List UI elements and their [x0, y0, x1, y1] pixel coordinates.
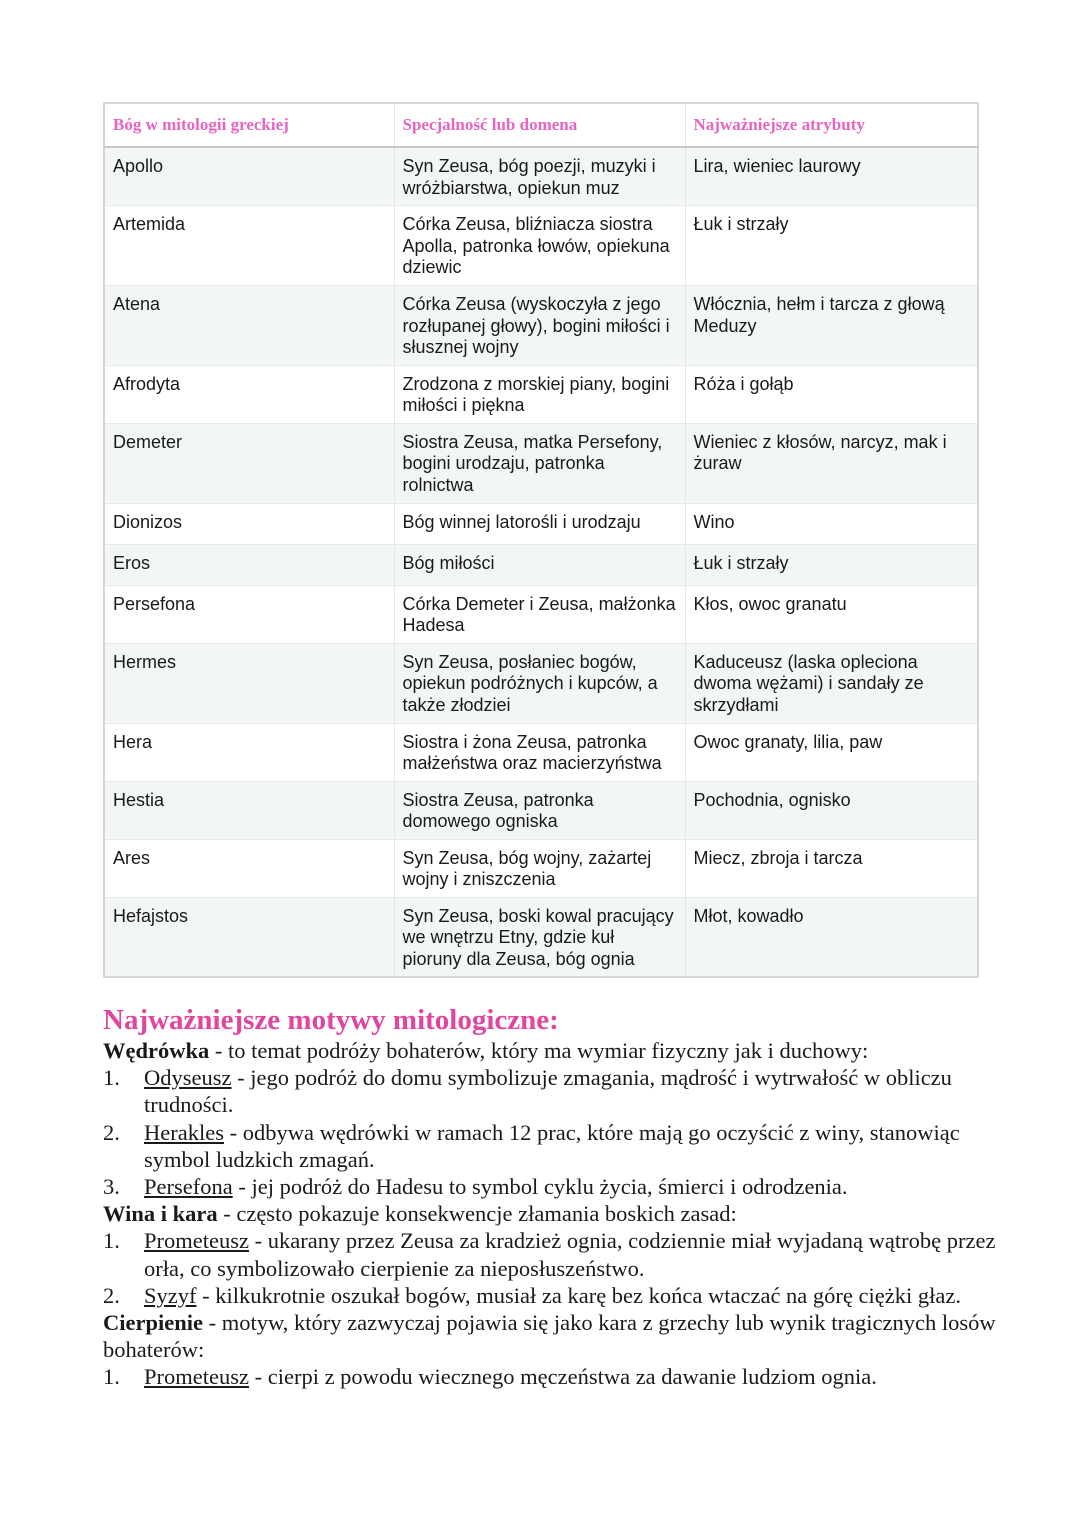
- list-text: [144, 1173, 848, 1200]
- cell-domain: Córka Zeusa (wyskoczyła z jego rozłupanej głowy), bogini miłości i słusznej wojny: [394, 286, 685, 366]
- character-link[interactable]: Prometeusz: [144, 1228, 249, 1254]
- cell-domain: Siostra i żona Zeusa, patronka małżeństwa oraz macierzyństwa: [394, 723, 685, 781]
- table-row: [104, 503, 978, 544]
- motif-wina-i-kara: [103, 1200, 1003, 1227]
- list-text: [144, 1282, 961, 1309]
- list-number: 1.: [103, 1364, 120, 1390]
- motif-wedrowka: [103, 1037, 1003, 1064]
- table-row: [104, 147, 978, 206]
- cell-god: Hera: [104, 723, 394, 781]
- list-item-text: - kilkukrotnie oszukał bogów, musiał za karę bez końca wtaczać na górę ciężki głaz.: [196, 1282, 961, 1308]
- motif-cierpienie: [103, 1309, 1003, 1363]
- list-item-text: - odbywa wędrówki w ramach 12 prac, które mają go oczyścić z winy, stanowiąc symbol ludzkich zmagań.: [144, 1119, 960, 1172]
- cell-attributes: Łuk i strzały: [685, 544, 978, 585]
- list-item: [103, 1363, 1003, 1390]
- cell-god: Hefajstos: [104, 897, 394, 977]
- cell-god: Atena: [104, 286, 394, 366]
- cell-attributes: Włócznia, hełm i tarcza z głową Meduzy: [685, 286, 978, 366]
- cell-god: Demeter: [104, 423, 394, 503]
- gods-table-container: [103, 102, 977, 978]
- list-text: [144, 1227, 1003, 1281]
- cell-god: Eros: [104, 544, 394, 585]
- character-link[interactable]: Herakles: [144, 1119, 224, 1145]
- header-god: Bóg w mitologii greckiej: [104, 103, 394, 147]
- list-item-text: - jego podróż do domu symbolizuje zmagania, mądrość i wytrwałość w obliczu trudności.: [144, 1065, 952, 1118]
- motif-description: - to temat podróży bohaterów, który ma wymiar fizyczny jak i duchowy:: [209, 1038, 869, 1063]
- table-row: [104, 365, 978, 423]
- cell-domain: Zrodzona z morskiej piany, bogini miłości i piękna: [394, 365, 685, 423]
- motif-term: Wędrówka: [103, 1038, 210, 1063]
- list-number: 1.: [103, 1065, 120, 1091]
- table-row: [104, 423, 978, 503]
- list-item-text: - ukarany przez Zeusa za kradzież ognia, codziennie miał wyjadaną wątrobę przez orła, co symbolizowało cierpienie za nieposłuszeństwo.: [144, 1228, 996, 1281]
- list-item: [103, 1227, 1003, 1281]
- table-row: [104, 643, 978, 723]
- cell-domain: Bóg miłości: [394, 544, 685, 585]
- motif-term: Wina i kara: [103, 1201, 218, 1227]
- table-row: [104, 839, 978, 897]
- motifs-section: [103, 1004, 1003, 1391]
- motif-term: Cierpienie: [103, 1310, 203, 1336]
- list-text: [144, 1119, 1003, 1173]
- cell-domain: Siostra Zeusa, matka Persefony, bogini urodzaju, patronka rolnictwa: [394, 423, 685, 503]
- cell-domain: Syn Zeusa, bóg poezji, muzyki i wróżbiarstwa, opiekun muz: [394, 147, 685, 206]
- list-number: 3.: [103, 1174, 120, 1200]
- cell-god: Dionizos: [104, 503, 394, 544]
- cell-attributes: Kłos, owoc granatu: [685, 585, 978, 643]
- cell-attributes: Kaduceusz (laska opleciona dwoma wężami) i sandały ze skrzydłami: [685, 643, 978, 723]
- header-domain: Specjalność lub domena: [394, 103, 685, 147]
- cell-domain: Syn Zeusa, boski kowal pracujący we wnętrzu Etny, gdzie kuł pioruny dla Zeusa, bóg ognia: [394, 897, 685, 977]
- cell-god: Ares: [104, 839, 394, 897]
- cell-attributes: Pochodnia, ognisko: [685, 781, 978, 839]
- gods-table: [103, 102, 979, 978]
- list-number: 2.: [103, 1119, 120, 1145]
- table-header-row: [104, 103, 978, 147]
- cell-domain: Bóg winnej latorośli i urodzaju: [394, 503, 685, 544]
- cell-domain: Syn Zeusa, bóg wojny, zażartej wojny i zniszczenia: [394, 839, 685, 897]
- list-text: [144, 1363, 877, 1390]
- list-text: [144, 1064, 1003, 1118]
- character-link[interactable]: Syzyf: [144, 1282, 197, 1308]
- cell-domain: Córka Demeter i Zeusa, małżonka Hadesa: [394, 585, 685, 643]
- cell-domain: Syn Zeusa, posłaniec bogów, opiekun podróżnych i kupców, a także złodziei: [394, 643, 685, 723]
- list-item-text: - jej podróż do Hadesu to symbol cyklu życia, śmierci i odrodzenia.: [232, 1174, 848, 1200]
- list-item: [103, 1282, 1003, 1309]
- cell-attributes: Łuk i strzały: [685, 206, 978, 286]
- cell-god: Afrodyta: [104, 365, 394, 423]
- cell-domain: Córka Zeusa, bliźniacza siostra Apolla, patronka łowów, opiekuna dziewic: [394, 206, 685, 286]
- table-row: [104, 781, 978, 839]
- table-row: [104, 544, 978, 585]
- cell-attributes: Miecz, zbroja i tarcza: [685, 839, 978, 897]
- list-item: [103, 1119, 1003, 1173]
- motif-description: - motyw, który zazwyczaj pojawia się jako kara z grzechy lub wynik tragicznych losów bohaterów:: [103, 1310, 996, 1363]
- list-number: 1.: [103, 1228, 120, 1254]
- cell-god: Hestia: [104, 781, 394, 839]
- list-number: 2.: [103, 1282, 120, 1308]
- cell-god: Artemida: [104, 206, 394, 286]
- cell-god: Apollo: [104, 147, 394, 206]
- cell-attributes: Młot, kowadło: [685, 897, 978, 977]
- cell-god: Hermes: [104, 643, 394, 723]
- cell-god: Persefona: [104, 585, 394, 643]
- cell-attributes: Wieniec z kłosów, narcyz, mak i żuraw: [685, 423, 978, 503]
- table-row: [104, 723, 978, 781]
- table-row: [104, 897, 978, 977]
- list-item: [103, 1173, 1003, 1200]
- list-item-text: - cierpi z powodu wiecznego męczeństwa za dawanie ludziom ognia.: [248, 1364, 877, 1390]
- character-link[interactable]: Odyseusz: [144, 1065, 232, 1091]
- cell-attributes: Róża i gołąb: [685, 365, 978, 423]
- character-link[interactable]: Persefona: [144, 1174, 233, 1200]
- table-row: [104, 286, 978, 366]
- header-attributes: Najważniejsze atrybuty: [685, 103, 978, 147]
- cell-attributes: Wino: [685, 503, 978, 544]
- motifs-heading: Najważniejsze motywy mitologiczne:: [103, 1004, 559, 1036]
- cell-attributes: Owoc granaty, lilia, paw: [685, 723, 978, 781]
- list-item: [103, 1064, 1003, 1118]
- table-row: [104, 585, 978, 643]
- table-row: [104, 206, 978, 286]
- motif-description: - często pokazuje konsekwencje złamania boskich zasad:: [217, 1201, 737, 1227]
- cell-domain: Siostra Zeusa, patronka domowego ogniska: [394, 781, 685, 839]
- cell-attributes: Lira, wieniec laurowy: [685, 147, 978, 206]
- character-link[interactable]: Prometeusz: [144, 1364, 249, 1390]
